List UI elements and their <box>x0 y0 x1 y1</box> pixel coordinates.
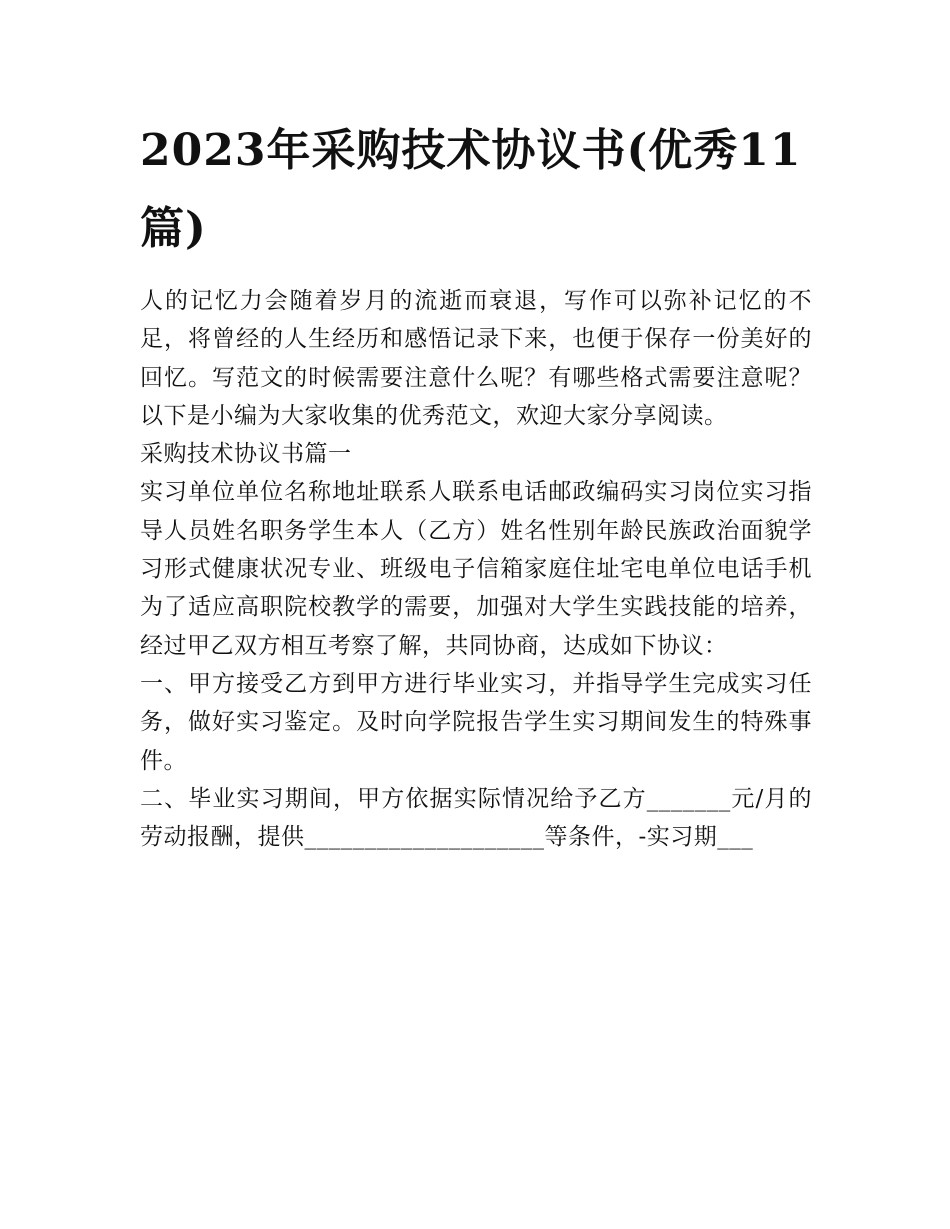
document-body <box>140 282 812 856</box>
clause-two-paragraph: 二、毕业实习期间，甲方依据实际情况给予乙方_______元/月的劳动报酬，提供____________________等条件，-实习期___ <box>140 785 812 851</box>
section-heading: 采购技术协议书篇一 <box>140 441 352 468</box>
body-paragraph: 实习单位单位名称地址联系人联系电话邮政编码实习岗位实习指导人员姓名职务学生本人（乙方）姓名性别年龄民族政治面貌学习形式健康状况专业、班级电子信箱家庭住址宅电单位电话手机为了适应高职院校教学的需要，加强对大学生实践技能的培养，经过甲乙双方相互考察了解，共同协商，达成如下协议： <box>140 479 812 659</box>
document-title: 2023年采购技术协议书(优秀11篇) <box>140 125 802 254</box>
intro-paragraph: 人的记忆力会随着岁月的流逝而衰退，写作可以弥补记忆的不足，将曾经的人生经历和感悟记录下来，也便于保存一份美好的回忆。写范文的时候需要注意什么呢？有哪些格式需要注意呢？以下是小编为大家收集的优秀范文，欢迎大家分享阅读。 <box>140 288 812 429</box>
clause-one-paragraph: 一、甲方接受乙方到甲方进行毕业实习，并指导学生完成实习任务，做好实习鉴定。及时向学院报告学生实习期间发生的特殊事件。 <box>140 670 812 774</box>
